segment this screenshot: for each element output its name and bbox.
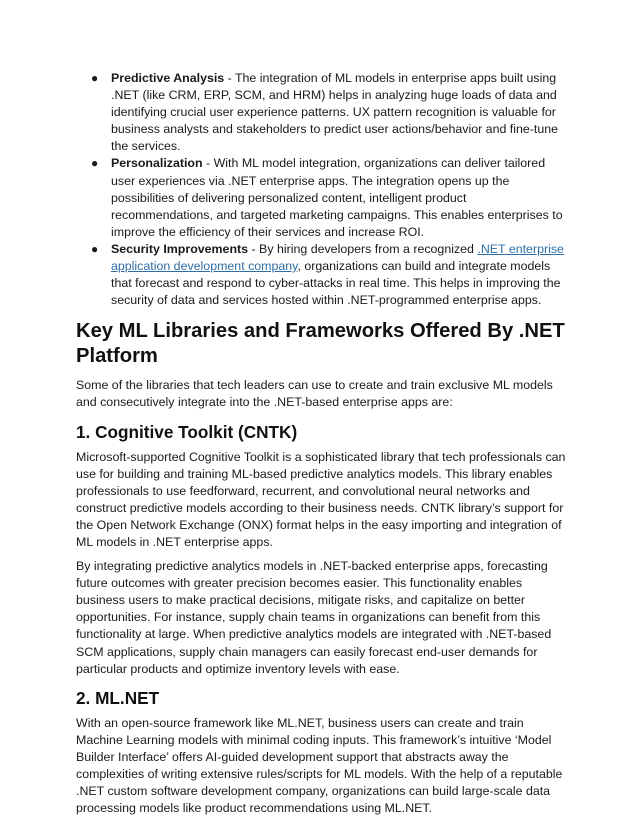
bullet-text: - The integration of ML models in enterprise apps built using .NET (like CRM, ERP, SCM, and HRM) helps in analyzing huge loads of data and identifying crucial user experience patterns. UX pattern recognition is valuable for business analysts and stakeholders to predict user actions/behavior and fine-tune the services. [111,71,559,154]
bullet-title: Personalization [111,156,203,171]
cntk-paragraph-1: Microsoft-supported Cognitive Toolkit is a sophisticated library that tech professionals can use for building and training ML-based predictive analytics models. This library enables professionals to use feedforward, recurrent, and convolutional neural networks and construct predictive models according to their business needs. CNTK library’s support for the Open Network Exchange (ONX) format helps in the easy importing and integration of ML models in .NET enterprise apps. [76,449,566,549]
bullet-icon: ● [91,156,99,171]
bullet-title: Predictive Analysis [111,71,225,85]
bullet-title: Security Improvements [111,241,249,256]
list-item [76,241,566,309]
list-item [76,70,566,155]
mlnet-paragraph-1: With an open-source framework like ML.NET, business users can create and train Machine Learning models with minimal coding inputs. This framework’s intuitive ‘Model Builder Interface’ offers AI-guided development support that abstracts away the complexities of writing extensive rules/scripts for ML models. With the help of a reputable .NET custom software development company, organizations can build large-scale data processing models like product recommendations using ML.NET. [76,715,563,816]
bullet-text: - With ML model integration, organizations can deliver tailored user experiences via .NET enterprise apps. The integration opens up the possibilities of delivering personalized content, intelligent product recommendations, and targeted marketing campaigns. This enables enterprises to improve the efficiency of their services and increase ROI. [111,156,563,239]
company-link[interactable]: .NET enterprise application development company [111,241,564,274]
section-heading: Key ML Libraries and Frameworks Offered By .NET Platform [76,320,565,368]
bullet-icon: ● [91,241,99,256]
cntk-paragraph-2: By integrating predictive analytics models in .NET-backed enterprise apps, forecasting future outcomes with greater precision becomes easier. This functionality enables business users to make practical decisions, mitigate risks, and capitalize on better opportunities. For instance, supply chain teams in organizations can benefit from this functionality at large. When predictive analytics models are integrated with .NET-based SCM applications, supply chain managers can easily forecast end-user demands for particular products and optimize inventory levels with ease. [76,559,552,676]
cntk-heading: 1. Cognitive Toolkit (CNTK) [76,421,298,442]
bullet-icon: ● [91,71,99,85]
list-item [76,155,566,240]
mlnet-heading: 2. ML.NET [76,687,160,708]
section-intro: Some of the libraries that tech leaders can use to create and train exclusive ML models and consecutively integrate into the .NET-based enterprise apps are: [76,378,553,410]
bullet-text-after: , organizations can build and integrate models that forecast and respond to cyber-attacks in real time. This helps in improving the security of data and services hosted within .NET-programmed enterprise apps. [111,259,561,308]
document-page [76,70,566,824]
bullet-text-before: - By hiring developers from a recognized [248,241,478,256]
benefits-list [76,70,566,309]
